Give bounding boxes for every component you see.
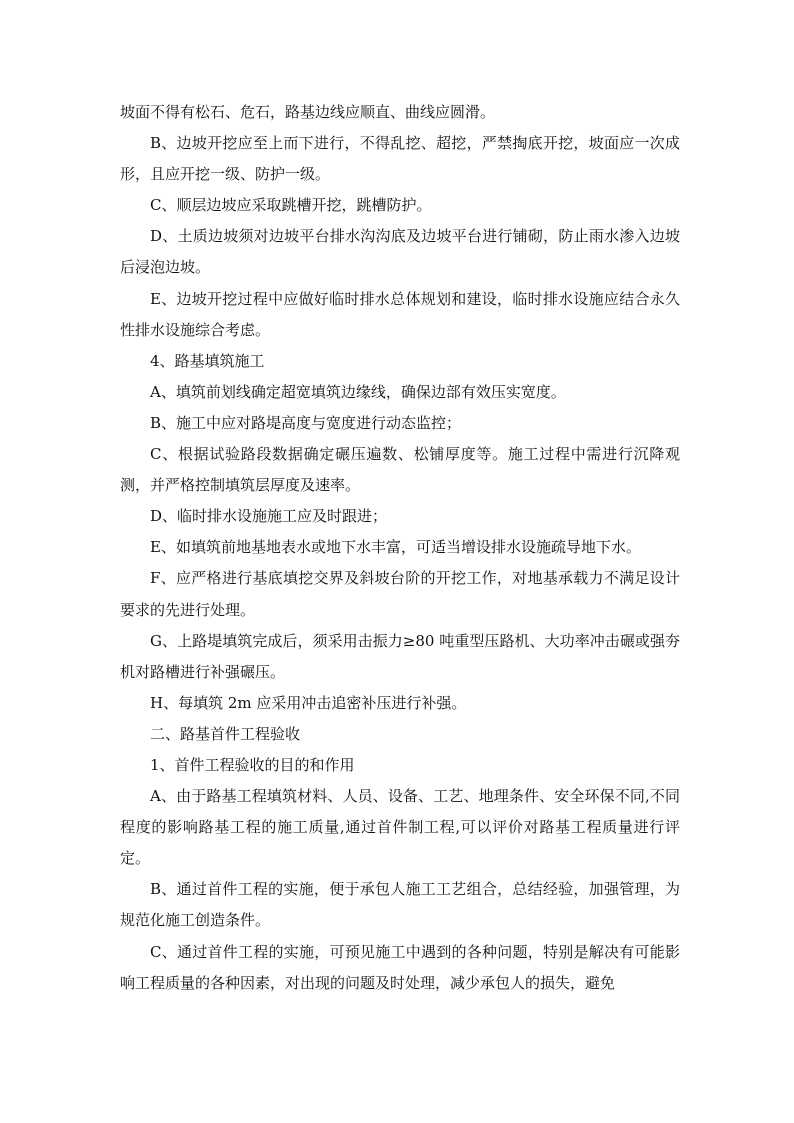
- paragraph-18: B、通过首件工程的实施，便于承包人施工工艺组合，总结经验，加强管理，为规范化施工创造条件。: [120, 880, 680, 930]
- paragraph-7: A、填筑前划线确定超宽填筑边缘线，确保边部有效压实宽度。: [150, 382, 566, 401]
- paragraph-11: E、如填筑前地基地表水或地下水丰富，可适当增设排水设施疏导地下水。: [150, 538, 641, 557]
- subsection-heading-1: 1、首件工程验收的目的和作用: [150, 755, 355, 774]
- paragraph-1: 坡面不得有松石、危石，路基边线应顺直、曲线应圆滑。: [120, 103, 496, 121]
- paragraph-3: C、顺层边坡应采取跳槽开挖，跳槽防护。: [150, 196, 432, 215]
- paragraph-8: B、施工中应对路堤高度与宽度进行动态监控；: [150, 413, 462, 432]
- section-heading-2: 二、路基首件工程验收: [150, 724, 301, 743]
- paragraph-14: H、每填筑 2m 应采用冲击追密补压进行补强。: [150, 693, 467, 712]
- paragraph-9: C、根据试验路段数据确定碾压遍数、松铺厚度等。施工过程中需进行沉降观测，并严格控制填筑层厚度及速率。: [120, 445, 680, 495]
- section-heading-4: 4、路基填筑施工: [150, 351, 265, 370]
- paragraph-17: A、由于路基工程填筑材料、人员、设备、工艺、地理条件、安全环保不同,不同程度的影响路基工程的施工质量,通过首件制工程,可以评价对路基工程质量进行评定。: [120, 787, 680, 868]
- paragraph-13: G、上路堤填筑完成后，须采用击振力≥80 吨重型压路机、大功率冲击碾或强夯机对路槽进行补强碾压。: [120, 631, 680, 681]
- paragraph-12: F、应严格进行基底填挖交界及斜坡台阶的开挖工作，对地基承载力不满足设计要求的先进行处理。: [120, 569, 680, 619]
- paragraph-2: B、边坡开挖应至上而下进行，不得乱挖、超挖，严禁掏底开挖，坡面应一次成形，且应开挖一级、防护一级。: [120, 134, 680, 184]
- paragraph-19: C、通过首件工程的实施，可预见施工中遇到的各种问题，特别是解决有可能影响工程质量的各种因素，对出现的问题及时处理，减少承包人的损失，避免: [120, 942, 680, 992]
- paragraph-4: D、土质边坡须对边坡平台排水沟沟底及边坡平台进行铺砌，防止雨水渗入边坡后浸泡边坡。: [120, 227, 680, 277]
- paragraph-5: E、边坡开挖过程中应做好临时排水总体规划和建设，临时排水设施应结合永久性排水设施综合考虑。: [120, 289, 680, 339]
- document-body: [120, 97, 680, 999]
- paragraph-10: D、临时排水设施施工应及时跟进；: [150, 507, 388, 526]
